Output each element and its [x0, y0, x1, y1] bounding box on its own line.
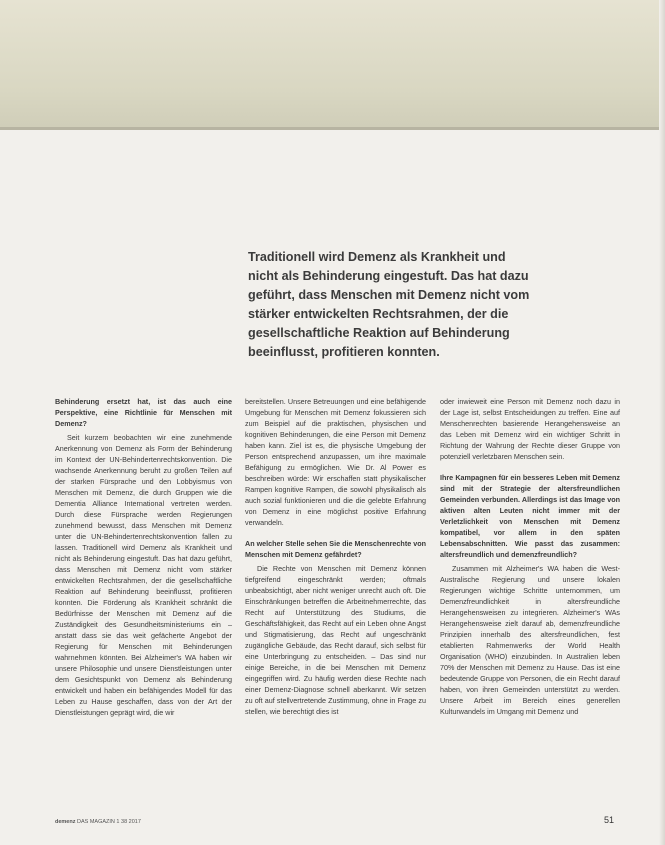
- magazine-issue: DAS MAGAZIN 1 38 2017: [77, 819, 141, 825]
- pullquote: Traditionell wird Demenz als Krankheit und nicht als Behinderung eingestuft. Das hat dazu geführt, dass Menschen mit Demenz nicht vom stärker entwickelten Rechtsrahmen, der die gesellschaftliche Reaktion auf Behinderung beeinflusst, profitieren konnten.: [248, 250, 530, 359]
- text-column-1: [55, 396, 232, 718]
- page-number: 51: [604, 815, 615, 825]
- interview-answer: Seit kurzem beobachten wir eine zunehmende Anerkennung von Demenz als Form der Behinderung im Kontext der UN-Behindertenrechtskonvention. Die wachsende Anerkennung beruht zu großen Teilen auf der starken Fürsprache und den Lobbyismus von Menschen mit Demenz, die durch Gruppen wie die Dementia Alliance International vertreten werden. Durch diese Fürsprache werden Regierungen zunehmend bewusst, dass Menschen mit Demenz unter die UN-Behindertenrechtskonvention fallen zu lassen. Traditionell wird Demenz als Krankheit und nicht als Behinderung eingestuft. Das hat dazu geführt, dass Menschen mit Demenz nicht vom stärker entwickelten Rechtsrahmen, der die gesellschaftliche Reaktion auf Behinderung beeinflusst, profitieren konnten. Die Förderung als Krankheit schränkt die Bedürfnisse der Menschen mit Demenz auf die Zuständigkeit des Gesundheitsministeriums ein – anstatt dass sie das weit gefächerte Angebot der Regierung für Menschen mit Behinderungen wahrnehmen könnten. Bei Alzheimer's WA haben wir unsere Philosophie und unsere Dienstleistungen unter dem Gesichtspunkt von Demenz als Behinderung entwickelt und haben ein befähigendes Modell für das Leben zu Hause geschaffen, dass von der Art der Dienstleistungen geprägt wird, die wir: [55, 433, 232, 717]
- text-column-3: [440, 396, 620, 717]
- footer-magazine-credit: [55, 819, 141, 825]
- magazine-name: demenz: [55, 819, 76, 825]
- interview-question: Ihre Kampagnen für ein besseres Leben mit Demenz sind mit der Strategie der altersfreundlichen Gemeinden verbunden. Allerdings ist das Image von aktiven alten Leuten nicht immer mit der Verletzlichkeit von Menschen mit Demenz kompatibel, vor allem in den späten Lebensabschnitten. Wie passt das zusammen: altersfreundlich und demenzfreundlich?: [440, 473, 620, 559]
- interview-answer: Die Rechte von Menschen mit Demenz können tiefgreifend eingeschränkt werden; oftmals unbeabsichtigt, aber nicht weniger unrecht auch oft. Die Einschränkungen betreffen die Arbeitnehmerrechte, das Recht auf Unterstützung des Studiums, die Geschäftsfähigkeit, das Recht auf ein Leben ohne Angst und Stigmatisierung, das Recht auf ungeschränkt zugängliche Gebäude, das Recht darauf, sich selbst für eine Unterbringung zu entscheiden. – Das sind nur einige Bereiche, in die bei Menschen mit Demenz eingegriffen wird. Zu häufig werden diese Rechte nach einer Demenz-Diagnose schnell aberkannt. Wir setzen zu oft auf stellvertretende Zustimmung, ohne in Frage zu stellen, wie berechtigt dies ist: [245, 564, 426, 716]
- text-column-2: [245, 396, 426, 717]
- interview-question: Behinderung ersetzt hat, ist das auch eine Perspektive, eine Richtlinie für Menschen mit Demenz?: [55, 397, 232, 428]
- interview-answer: Zusammen mit Alzheimer's WA haben die West-Australische Regierung und unsere lokalen Regierungen wichtige Schritte unternommen, um Demenzfreundlichkeit in altersfreundliche Herangehensweisen zu integrieren. Alzheimer's WAs Herangehensweise zielt darauf ab, demenzfreundliche Prinzipien innerhalb des altersfreundlichen, fest etablierten Rahmenwerks der World Health Organisation (WHO) einzubinden. In Australien leben 70% der Menschen mit Demenz zu Hause. Das ist eine bedeutende Gruppe von Personen, die ein Recht darauf haben, von ihren Gemeinden unterstützt zu werden. Unsere Arbeit im Bereich eines generellen Kulturwandels im Umgang mit Demenz und: [440, 564, 620, 716]
- answer-continuation: bereitstellen. Unsere Betreuungen und eine befähigende Umgebung für Menschen mit Demenz fokussieren sich zum Beispiel auf die praktischen, physischen und kognitiven Behinderungen, die eine Person mit Demenz haben kann. Ziel ist es, die physische Umgebung der Person entsprechend anzupassen, um ihre maximale Befähigung zu ermöglichen. Wie Dr. Al Power es beschreiben würde: Wir erschaffen statt physikalischer Rampen kognitive Rampen, die sowohl physikalisch als auch sozial funktionieren und die die gelebte Erfahrung von Demenz in eine möglichst positive Erfahrung verwandeln.: [245, 397, 426, 527]
- scan-edge-shadow: [659, 0, 665, 845]
- interview-question: An welcher Stelle sehen Sie die Menschenrechte von Menschen mit Demenz gefährdet?: [245, 539, 426, 559]
- answer-continuation: oder inwieweit eine Person mit Demenz noch dazu in der Lage ist, selbst Entscheidungen zu treffen. Eine auf Menschenrechten basierende Herangehensweise an das Leben mit Demenz wird ein wichtiger Schritt in Richtung der Wahrung der Rechte dieser Gruppe von potenziell verletzbaren Menschen sein.: [440, 397, 620, 461]
- header-photo: [0, 0, 665, 130]
